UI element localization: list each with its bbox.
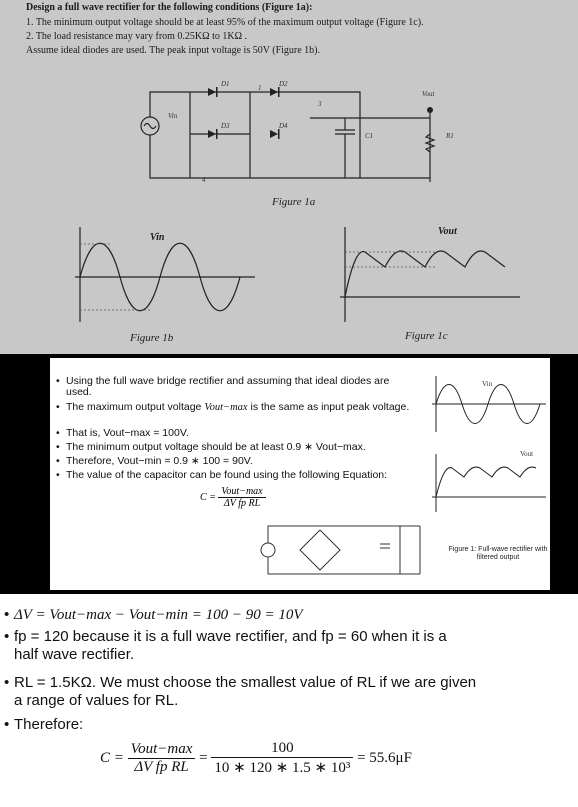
label-d2: D2 <box>279 80 288 88</box>
slide-waveforms <box>430 372 548 522</box>
label-d3: D3 <box>221 122 230 130</box>
waveform-fig1c <box>335 222 525 332</box>
problem-title: Design a full wave rectifier for the following conditions (Figure 1a): <box>26 2 313 13</box>
node-4: 4 <box>202 176 206 184</box>
solution-line-rl-cont: a range of values for RL. <box>14 692 179 709</box>
slide-bullet-6: • The value of the capacitor can be found using the following Equation: <box>56 469 388 481</box>
caption-fig1b: Figure 1b <box>130 332 174 344</box>
circuit-diagram-fig1a <box>130 78 460 188</box>
solution-line-delta-v: • ΔV = Vout−max − Vout−min = 100 − 90 = 10V <box>4 606 303 623</box>
label-c1: C1 <box>365 132 374 140</box>
node-3: 3 <box>318 100 322 108</box>
slide-label-vout: Vout <box>520 450 534 458</box>
waveform-fig1b <box>70 222 260 332</box>
problem-item-2: 2. The load resistance may vary from 0.25KΩ to 1KΩ . <box>26 31 248 42</box>
slide-bullet-5: • Therefore, Vout−min = 0.9 ∗ 100 = 90V. <box>56 455 253 467</box>
label-vin-circuit: Vin <box>168 112 178 120</box>
slide-bullet-1: • Using the full wave bridge rectifier and assuming that ideal diodes are used. <box>56 375 390 398</box>
slide-bullet-4: • The minimum output voltage should be at least 0.9 ∗ Vout−max. <box>56 441 366 453</box>
slide-bullet-3: • That is, Vout−max = 100V. <box>56 427 189 439</box>
solution-line-fp-cont: half wave rectifier. <box>14 646 135 663</box>
solution-line-rl: • RL = 1.5KΩ. We must choose the smallest value of RL if we are given <box>4 674 477 691</box>
solution-line-fp: • fp = 120 because it is a full wave rectifier, and fp = 60 when it is a <box>4 628 447 645</box>
slide-circuit <box>250 518 440 580</box>
caption-fig1c: Figure 1c <box>405 330 448 342</box>
slide-panel <box>50 358 550 590</box>
solution-line-therefore: • Therefore: <box>4 716 84 733</box>
node-1: 1 <box>258 84 262 92</box>
problem-assumption: Assume ideal diodes are used. The peak input voltage is 50V (Figure 1b). <box>26 45 321 56</box>
label-d1: D1 <box>221 80 230 88</box>
caption-fig1a: Figure 1a <box>272 196 316 208</box>
solution-capacitor-equation: C = $\frac{\text{Vout−max}}{\text{ΔV fp RL}}$ = $\frac{100}{\text{10 ∗ 120 ∗ 1.5 ∗ 10³}}$ = 55.6μF <box>100 740 412 776</box>
slide-label-vin: Vin <box>482 380 493 388</box>
label-vin-fig1b: Vin <box>150 232 165 243</box>
label-d4: D4 <box>279 122 288 130</box>
label-vout-fig1c: Vout <box>438 226 457 237</box>
solution-panel <box>0 594 578 807</box>
slide-capacitor-equation: C = $\frac{\text{Vout−max}}{\text{ΔV fp RL}}$ <box>200 486 266 509</box>
label-vout-circuit: Vout <box>422 90 435 98</box>
problem-item-1: 1. The minimum output voltage should be at least 95% of the maximum output voltage (Figure 1c). <box>26 17 424 28</box>
problem-panel <box>0 0 578 354</box>
slide-figure-caption: Figure 1: Full-wave rectifier with filtered output <box>448 546 548 561</box>
label-r1: R1 <box>446 132 454 140</box>
slide-bullet-2: • The maximum output voltage Vout−max is the same as input peak voltage. <box>56 401 410 413</box>
